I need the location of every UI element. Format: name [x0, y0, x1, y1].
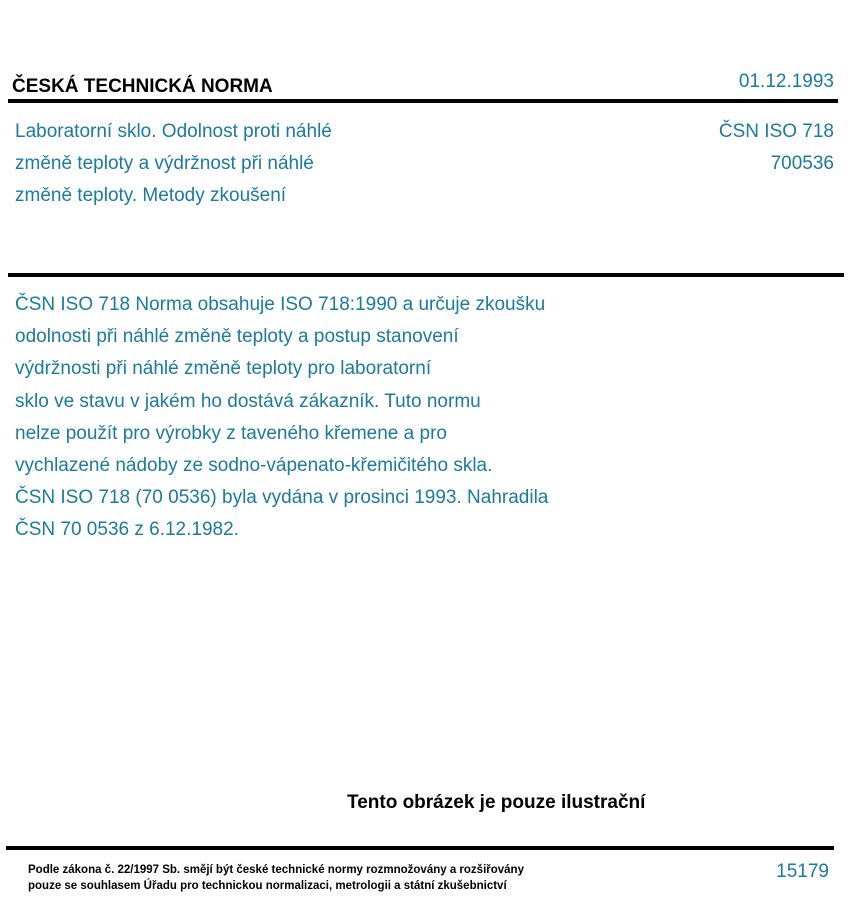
section-divider	[8, 273, 844, 277]
standard-title-line: Laboratorní sklo. Odolnost proti náhlé	[15, 121, 332, 142]
abstract-line: ČSN ISO 718 Norma obsahuje ISO 718:1990 a určuje zkoušku	[15, 294, 546, 315]
abstract-line: výdržnosti při náhlé změně teploty pro laboratorní	[15, 358, 432, 380]
standard-abstract	[15, 289, 655, 547]
header-divider	[8, 99, 838, 103]
standard-title-line: změně teploty a výdržnost při náhlé	[15, 153, 314, 174]
document-header-title: ČESKÁ TECHNICKÁ NORMA	[12, 76, 273, 97]
standard-class-number: 700536	[770, 153, 834, 174]
footer-legal-line: Podle zákona č. 22/1997 Sb. smějí být české technické normy rozmnožovány a rozšiřovány	[28, 864, 524, 876]
standard-code: ČSN ISO 718	[718, 121, 834, 142]
standard-identifiers	[719, 116, 834, 180]
abstract-line: ČSN ISO 718 (70 0536) byla vydána v prosinci 1993. Nahradila	[15, 487, 549, 509]
abstract-line: odolnosti při náhlé změně teploty a postup stanovení	[15, 326, 459, 348]
abstract-line: vychlazené nádoby ze sodno-vápenato-křemičitého skla.	[15, 455, 493, 477]
footer-divider	[6, 846, 834, 850]
abstract-line: ČSN 70 0536 z 6.12.1982.	[15, 519, 239, 541]
document-date: 01.12.1993	[738, 71, 834, 92]
illustration-note: Tento obrázek je pouze ilustrační	[347, 792, 646, 813]
standard-title-line: změně teploty. Metody zkoušení	[15, 185, 287, 206]
abstract-line: sklo ve stavu v jakém ho dostává zákazník. Tuto normu	[15, 390, 481, 412]
standard-title	[15, 116, 332, 212]
abstract-line: nelze použít pro výrobky z taveného křemene a pro	[15, 422, 447, 444]
footer-document-number: 15179	[776, 861, 829, 882]
footer-legal-notice	[28, 862, 524, 894]
footer-legal-line: pouze se souhlasem Úřadu pro technickou normalizaci, metrologii a státní zkušebnictví	[28, 880, 507, 892]
